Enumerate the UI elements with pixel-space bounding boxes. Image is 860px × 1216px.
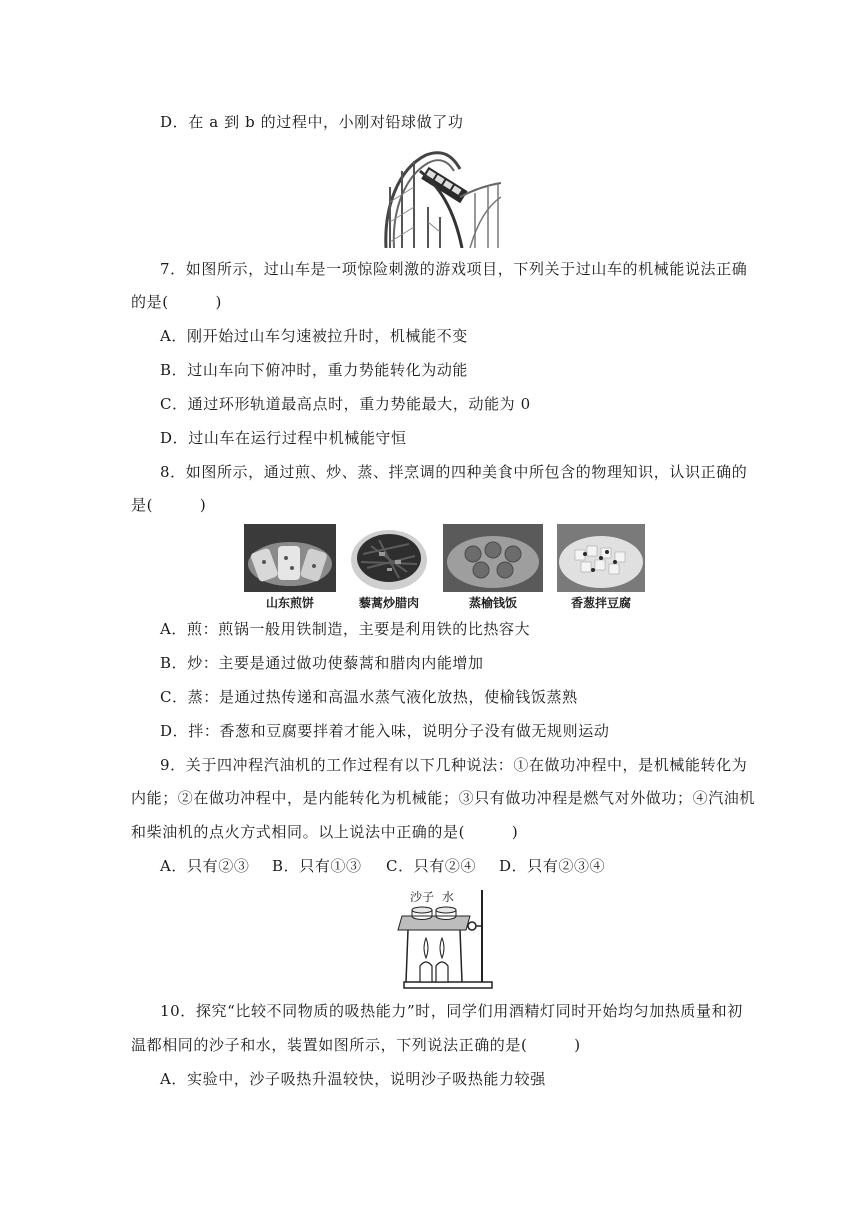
q7-option-c: C．通过环形轨道最高点时，重力势能最大，动能为 0 (160, 395, 531, 413)
q9-stem-line3: 和柴油机的点火方式相同。以上说法中正确的是( ) (131, 823, 519, 841)
food-image-stir-fry (349, 524, 429, 592)
apparatus-label-sand: 沙子 (410, 890, 435, 904)
q6-option-d: D．在 a 到 b 的过程中，小刚对铅球做了功 (160, 113, 464, 131)
q9-option-b: B．只有①③ (272, 857, 362, 875)
q7-stem-line1: 7．如图所示，过山车是一项惊险刺激的游戏项目，下列关于过山车的机械能说法正确 (160, 260, 748, 278)
q9-stem-line1: 9．关于四冲程汽油机的工作过程有以下几种说法：①在做功冲程中，是机械能转化为 (160, 756, 748, 774)
q9-option-c: C．只有②④ (386, 857, 477, 875)
apparatus-label-water: 水 (442, 890, 455, 904)
food-caption-1: 山东煎饼 (265, 596, 314, 610)
q8-option-a: A．煎：煎锅一般用铁制造，主要是利用铁的比热容大 (160, 620, 531, 638)
q7-stem-line2: 的是( ) (131, 293, 222, 311)
q9-option-a: A．只有②③ (160, 857, 250, 875)
q8-option-d: D．拌：香葱和豆腐要拌着才能入味，说明分子没有做无规则运动 (160, 722, 610, 740)
q8-option-b: B．炒：主要是通过做功使藜蒿和腊肉内能增加 (160, 654, 484, 672)
q10-stem-line2: 温都相同的沙子和水，装置如图所示，下列说法正确的是( ) (131, 1036, 581, 1054)
q7-option-d: D．过山车在运行过程中机械能守恒 (160, 429, 407, 447)
q8-option-c: C．蒸：是通过热传递和高温水蒸气液化放热，使榆钱饭蒸熟 (160, 688, 578, 706)
food-image-jianbing (244, 524, 336, 592)
food-caption-4: 香葱拌豆腐 (570, 596, 631, 610)
food-image-steamed-rice (443, 524, 543, 592)
q7-option-a: A．刚开始过山车匀速被拉升时，机械能不变 (160, 327, 468, 345)
q10-option-a: A．实验中，沙子吸热升温较快，说明沙子吸热能力较强 (160, 1070, 546, 1088)
q9-stem-line2: 内能；②在做功冲程中，是内能转化为机械能；③只有做功冲程是燃气对外做功；④汽油机 (131, 789, 756, 807)
q8-stem-line2: 是( ) (131, 496, 207, 514)
q7-option-b: B．过山车向下俯冲时，重力势能转化为动能 (160, 361, 469, 379)
food-caption-3: 蒸榆钱饭 (468, 596, 517, 610)
q9-options (160, 856, 605, 876)
heating-apparatus-figure (396, 886, 496, 990)
roller-coaster-figure (380, 147, 501, 248)
q8-stem-line1: 8．如图所示，通过煎、炒、蒸、拌烹调的四种美食中所包含的物理知识，认识正确的 (160, 463, 748, 481)
q10-stem-line1: 10．探究“比较不同物质的吸热能力”时，同学们用酒精灯同时开始均匀加热质量和初 (160, 1002, 743, 1020)
food-image-tofu (557, 524, 645, 592)
food-caption-2: 藜蒿炒腊肉 (358, 596, 419, 610)
q9-option-d: D．只有②③④ (499, 857, 606, 875)
